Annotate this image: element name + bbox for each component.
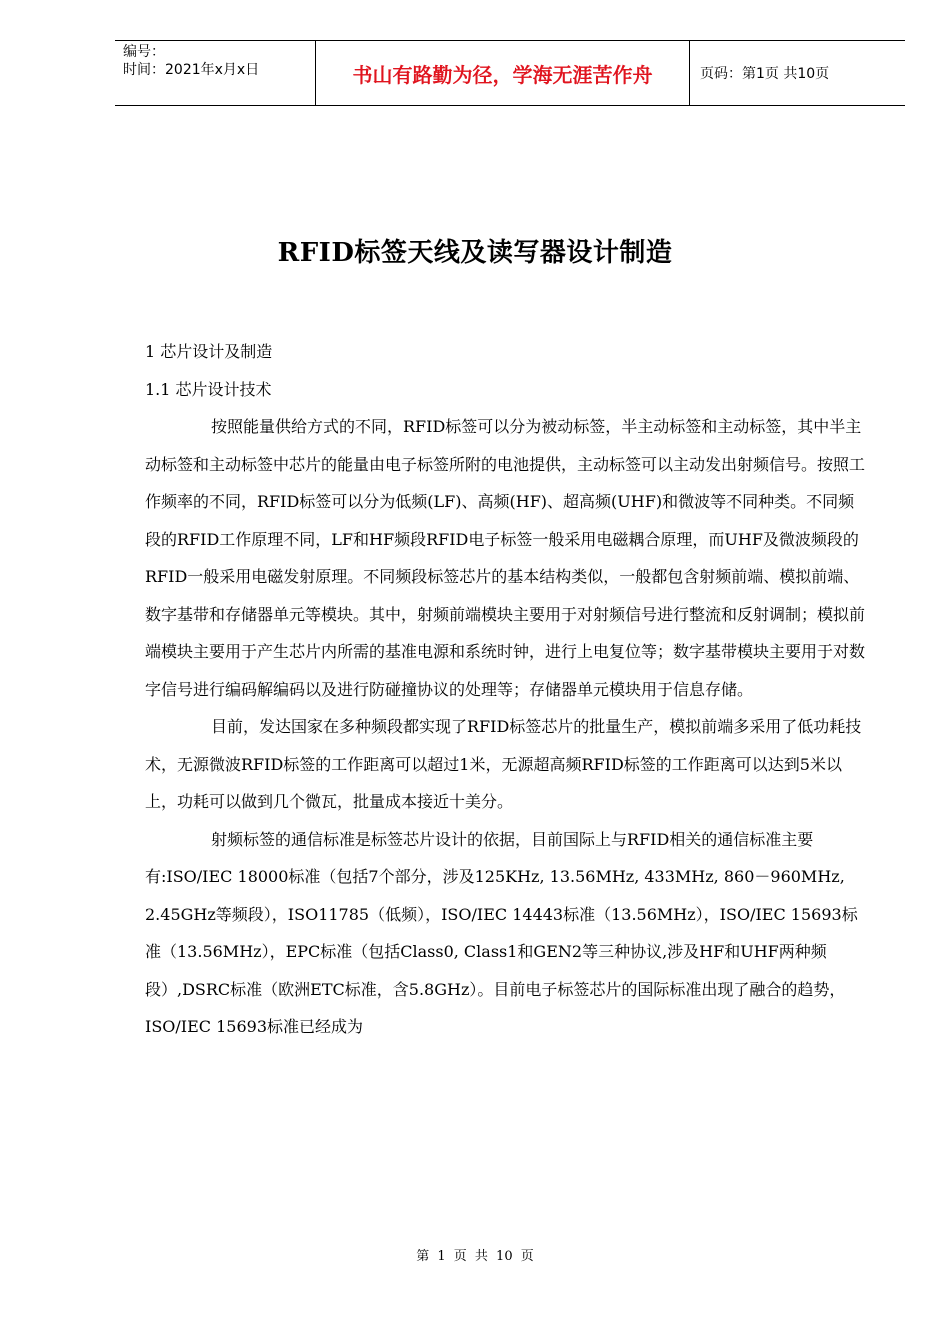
paragraph: 目前，发达国家在多种频段都实现了RFID标签芯片的批量生产，模拟前端多采用了低功耗技术，无源微波RFID标签的工作距离可以超过1米，无源超高频RFID标签的工作距离可以达到5米以上，功耗可以做到几个微瓦，批量成本接近十美分。 [145, 717, 862, 811]
time-label: 时间：2021年x月x日 [123, 62, 260, 78]
section-heading-1-1: 1.1 芯片设计技术 [145, 379, 272, 399]
header-page-info: 页码：第1页 共10页 [700, 66, 830, 82]
paragraph: 射频标签的通信标准是标签芯片设计的依据，目前国际上与RFID相关的通信标准主要有:ISO/IEC 18000标准（包括7个部分，涉及125KHz, 13.56MHz, 433MHz, 860－960MHz, 2.45GHz等频段），ISO11785（低频），ISO/IEC 14443标准（13.56MHz），ISO/IEC 15693标准（13.56MHz），EPC标准（包括Class0, Class1和GEN2等三种协议,涉及HF和UHF两种频段）,DSRC标准（欧洲ETC标准，含5.8GHz）。目前电子标签芯片的国际标准出现了融合的趋势，ISO/IEC 15693标准已经成为 [145, 829, 858, 1036]
page-header [115, 40, 905, 106]
paragraph: 按照能量供给方式的不同，RFID标签可以分为被动标签，半主动标签和主动标签，其中半主动标签和主动标签中芯片的能量由电子标签所附的电池提供，主动标签可以主动发出射频信号。按照工作频率的不同，RFID标签可以分为低频(LF)、高频(HF)、超高频(UHF)和微波等不同种类。不同频段的RFID工作原理不同，LF和HF频段RFID电子标签一般采用电磁耦合原理，而UHF及微波频段的RFID一般采用电磁发射原理。不同频段标签芯片的基本结构类似，一般都包含射频前端、模拟前端、数字基带和存储器单元等模块。其中，射频前端模块主要用于对射频信号进行整流和反射调制；模拟前端模块主要用于产生芯片内所需的基准电源和系统时钟，进行上电复位等；数字基带模块主要用于对数字信号进行编码解编码以及进行防碰撞协议的处理等；存储器单元模块用于信息存储。 [145, 417, 866, 699]
serial-label: 编号： [123, 44, 165, 60]
header-motto: 书山有路勤为径，学海无涯苦作舟 [316, 41, 690, 105]
page-footer: 第 1 页 共 10 页 [416, 1249, 534, 1264]
section-heading-1: 1 芯片设计及制造 [145, 342, 273, 361]
header-meta [115, 41, 316, 105]
document-title: RFID标签天线及读写器设计制造 [277, 238, 673, 268]
document-body [145, 333, 870, 1046]
